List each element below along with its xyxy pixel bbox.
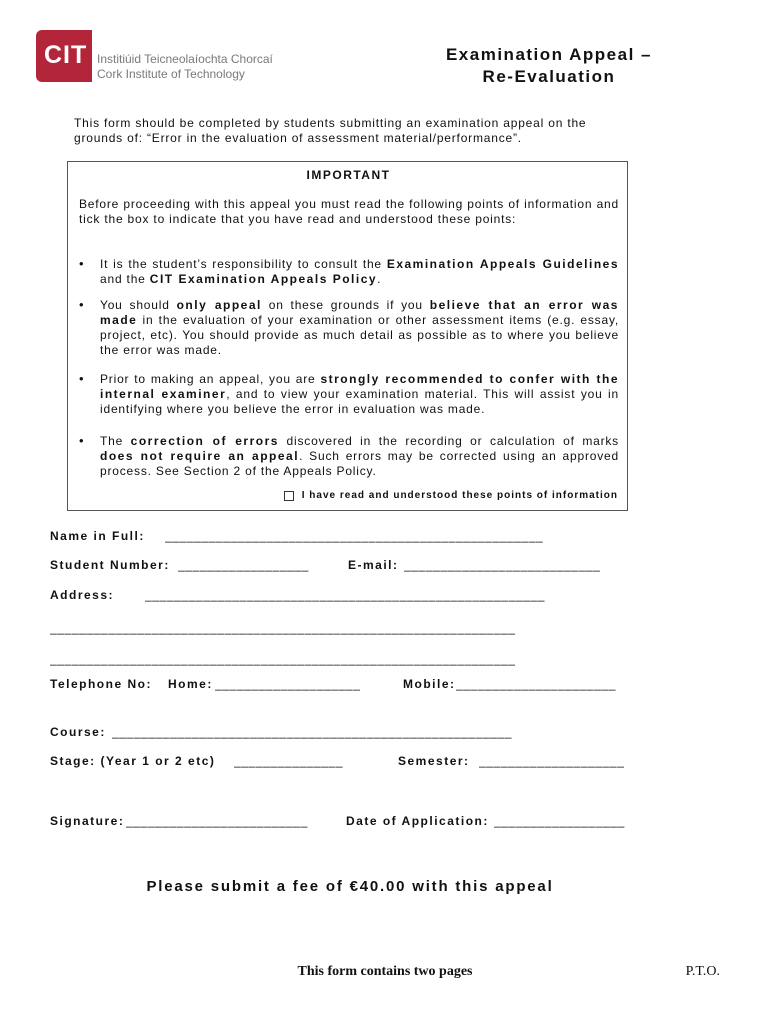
- stage-label: Stage: (Year 1 or 2 etc): [50, 754, 216, 768]
- course-label: Course:: [50, 725, 106, 739]
- date-field[interactable]: __________________: [494, 814, 625, 828]
- intro-text: This form should be completed by students submitting an examination appeal on the grounds of: “Error in the evaluation of assessment material/performance”.: [74, 116, 587, 145]
- pto-note: P.T.O.: [685, 964, 720, 979]
- title-line-1: Examination Appeal –: [445, 45, 652, 64]
- confirm-label: I have read and understood these points of information: [301, 490, 618, 501]
- mobile-field[interactable]: ______________________: [456, 677, 617, 691]
- bullet-icon: •: [79, 297, 85, 312]
- confirm-row: [284, 490, 618, 501]
- semester-field[interactable]: ____________________: [479, 754, 625, 768]
- bullet-icon: •: [79, 371, 85, 386]
- course-field[interactable]: _______________________________________________________: [112, 725, 513, 739]
- address-field-2[interactable]: ________________________________________________________________: [50, 621, 516, 635]
- signature-field[interactable]: _________________________: [126, 814, 308, 828]
- fee-notice: Please submit a fee of €40.00 with this appeal: [146, 878, 554, 895]
- address-field-1[interactable]: _______________________________________________________: [145, 588, 546, 602]
- email-label: E-mail:: [348, 558, 399, 572]
- logo-text: CIT: [44, 41, 88, 69]
- name-field[interactable]: ____________________________________________________: [165, 529, 544, 543]
- bullet-item: • It is the student’s responsibility to consult the Examination Appeals Guidelines and the CIT Examination Appeals Policy.: [79, 256, 619, 286]
- home-label: Home:: [168, 677, 213, 691]
- pages-note: This form contains two pages: [297, 964, 473, 979]
- form-title: [446, 44, 652, 88]
- home-phone-field[interactable]: ____________________: [215, 677, 361, 691]
- title-line-2: Re-Evaluation: [482, 67, 616, 86]
- bullet-item: • Prior to making an appeal, you are strongly recommended to confer with the internal examiner, and to view your examination material. This will assist you in identifying where you believe the error in evaluation was made.: [79, 371, 620, 416]
- mobile-label: Mobile:: [403, 677, 456, 691]
- institute-name-irish: Institiúid Teicneolaíochta Chorcaí: [97, 52, 273, 66]
- signature-label: Signature:: [50, 814, 125, 828]
- date-label: Date of Application:: [346, 814, 489, 828]
- email-field[interactable]: ___________________________: [404, 558, 601, 572]
- bullet-item: • You should only appeal on these grounds if you believe that an error was made in the evaluation of your examination or other assessment items (e.g. essay, project, etc). You should provide as much detail as possible as to where you believe the error was made.: [79, 297, 619, 357]
- student-number-field[interactable]: __________________: [178, 558, 309, 572]
- important-box: [67, 161, 628, 511]
- institute-name-english: Cork Institute of Technology: [97, 67, 245, 81]
- bullet-icon: •: [79, 433, 85, 448]
- student-number-label: Student Number:: [50, 558, 170, 572]
- stage-field[interactable]: _______________: [234, 754, 344, 768]
- address-label: Address:: [50, 588, 115, 602]
- name-label: Name in Full:: [50, 529, 145, 543]
- confirm-checkbox[interactable]: [284, 491, 294, 501]
- address-field-3[interactable]: ________________________________________________________________: [50, 652, 516, 666]
- telephone-label: Telephone No:: [50, 677, 152, 691]
- semester-label: Semester:: [398, 754, 470, 768]
- bullet-item: • The correction of errors discovered in the recording or calculation of marks does not require an appeal. Such errors may be corrected using an approved process. See Section 2 of the Appeals Policy.: [79, 433, 619, 478]
- important-heading: IMPORTANT: [306, 168, 391, 182]
- bullet-icon: •: [79, 256, 85, 271]
- important-intro: Before proceeding with this appeal you must read the following points of information and tick the box to indicate that you have read and understood these points:: [79, 197, 619, 226]
